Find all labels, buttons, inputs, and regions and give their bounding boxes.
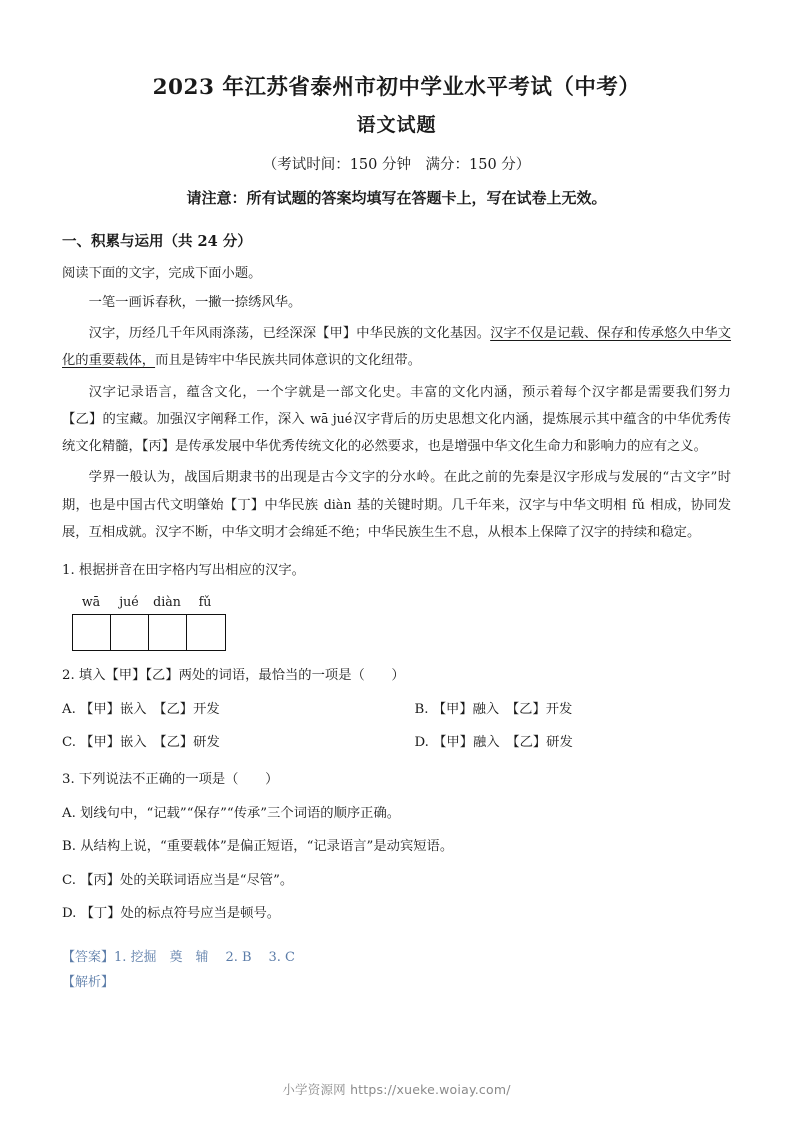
question-2-options-row-2 (62, 732, 731, 755)
tianzige-pinyin-1: wā (81, 593, 101, 609)
analysis-label: 【解析】 (62, 974, 115, 990)
passage-p4-part-b: 基的关键时期。几千年来，汉字与中华文明相 (352, 498, 632, 513)
tianzige-cell-3[interactable] (149, 615, 187, 650)
answer-q2: 2. B (225, 949, 252, 965)
passage-p3-part-b: 汉字背后的历史思想文化内涵，提炼展示其中蕴含的中华优秀传统文化精髓，【丙】是传承发展中华优秀传统文化的必然要求，也是增强中华文化生命力和影响力的应有之义。 (62, 412, 732, 454)
page-title: 2023 年江苏省泰州市初中学业水平考试（中考） (152, 75, 641, 100)
tianzige-cell-1[interactable] (73, 615, 111, 650)
exam-notice: 请注意：所有试题的答案均填写在答题卡上，写在试卷上无效。 (186, 188, 607, 207)
page-subtitle: 语文试题 (356, 114, 437, 137)
passage-paragraph-3 (62, 380, 731, 461)
pinyin-wa-jue: wā jué (310, 411, 353, 427)
footer-watermark (0, 1080, 793, 1098)
answer-q1: 1. 挖掘 奠 辅 (114, 949, 209, 965)
answer-label: 【答案】 (62, 949, 115, 965)
answer-block (62, 946, 731, 995)
tianzige-pinyin-4: fǔ (198, 593, 212, 609)
tianzige-box-row (72, 614, 226, 651)
passage-p2-before: 汉字，历经几千年风雨涤荡，已经深深【甲】中华民族的文化基因。 (88, 326, 491, 342)
question-3-option-a[interactable]: A. 划线句中，“记载”“保存”“传承”三个词语的顺序正确。 (62, 805, 401, 821)
question-3-option-b[interactable]: B. 从结构上说，“重要载体”是偏正短语，“记录语言”是动宾短语。 (62, 839, 454, 855)
section-heading: 一、积累与运用（共 24 分） (62, 232, 252, 250)
exam-info: （考试时间：150 分钟 满分：150 分） (262, 156, 531, 173)
footer-site-name: 小学资源网 (282, 1082, 346, 1097)
question-3-option-c[interactable]: C. 【丙】处的关联词语应当是“尽管”。 (62, 872, 294, 888)
question-2-stem: 2. 填入【甲】【乙】两处的词语，最恰当的一项是（ ） (62, 668, 405, 684)
pinyin-fu: fǔ (632, 497, 645, 512)
tianzige-grid (72, 594, 731, 651)
tianzige-pinyin-row (72, 594, 731, 610)
passage-p3-part-a: 汉字记录语言，蕴含文化，一个字就是一部文化史。丰富的文化内涵，预示着每个汉字都是需要我们努力【乙】的宝藏。加强汉字阐释工作，深入 (62, 384, 731, 428)
passage-paragraph-2 (62, 321, 731, 374)
tianzige-cell-2[interactable] (111, 615, 149, 650)
question-3-option-d[interactable]: D. 【丁】处的标点符号应当是顿号。 (62, 906, 281, 922)
question-2-option-a[interactable]: A. 【甲】嵌入 【乙】开发 (62, 701, 220, 717)
question-1-stem: 1. 根据拼音在田字格内写出相应的汉字。 (62, 563, 305, 579)
question-2-options-row-1 (62, 699, 731, 722)
passage-paragraph-1: 一笔一画诉春秋，一撇一捺绣风华。 (88, 294, 302, 310)
passage-paragraph-4 (62, 465, 731, 546)
tianzige-cell-4[interactable] (187, 615, 225, 650)
question-2-option-c[interactable]: C. 【甲】嵌入 【乙】研发 (62, 735, 220, 751)
answer-q3: 3. C (268, 949, 295, 965)
passage-p4-part-a: 学界一般认为，战国后期隶书的出现是古今文字的分水岭。在此之前的先秦是汉字形成与发展的“古文字”时期，也是中国古代文明肇始【丁】中华民族 (62, 470, 731, 513)
tianzige-pinyin-2: jué (119, 593, 139, 609)
passage-p2-underlined: 汉字不仅是记载、保存和传承悠久中华文化的重要载体， (62, 326, 732, 369)
passage-p4-part-c: 相成，协同发展，互相成就。汉字不断，中华文明才会绵延不绝；中华民族生生不息，从根本上保障了汉字的持续和稳定。 (62, 498, 732, 540)
tianzige-pinyin-3: diàn (153, 593, 181, 609)
answer-line (62, 946, 731, 971)
question-3-stem: 3. 下列说法不正确的一项是（ ） (62, 771, 279, 787)
pinyin-dian: diàn (323, 497, 352, 512)
footer-url: https://xueke.woiay.com/ (350, 1082, 511, 1097)
passage-p2-after: 而且是铸牢中华民族共同体意识的文化纽带。 (155, 353, 422, 369)
section-lead: 阅读下面的文字，完成下面小题。 (62, 265, 262, 281)
question-2-option-b[interactable]: B. 【甲】融入 【乙】开发 (414, 701, 573, 717)
question-2-option-d[interactable]: D. 【甲】融入 【乙】研发 (414, 735, 573, 751)
